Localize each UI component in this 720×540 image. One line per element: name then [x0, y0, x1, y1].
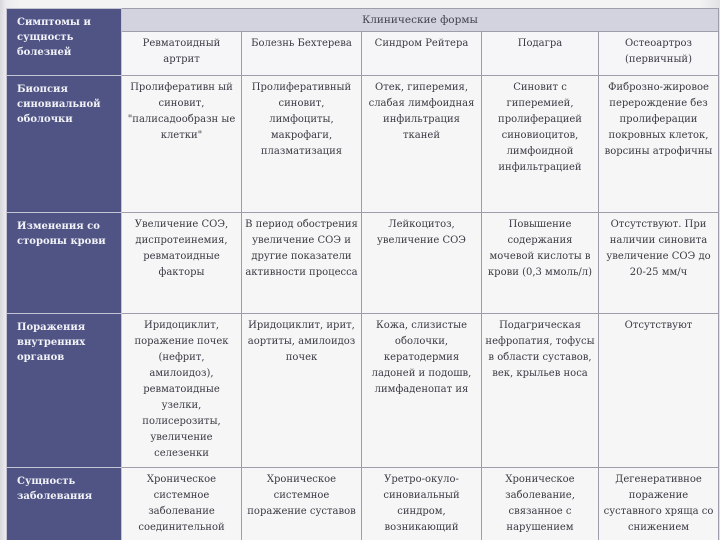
- table-cell: В период обострения увеличение СОЭ и другие показатели активности процесса: [242, 213, 362, 314]
- table-cell: Увеличение СОЭ, диспротеинемия, ревматоидные факторы: [122, 213, 242, 314]
- table-cell: Отек, гиперемия, слабая лимфоидная инфильтрация тканей: [362, 76, 482, 213]
- table-cell: Хроническое заболевание, связанное с нарушением: [482, 468, 599, 540]
- table-row: [7, 468, 719, 540]
- column-header: Ревматоидный артрит: [122, 32, 242, 76]
- row-header: Изменения со стороны крови: [7, 213, 122, 314]
- table-row: [7, 76, 719, 213]
- table-cell: Фиброзно-жировое перерождение без пролиферации покровных клеток, ворсины атрофичны: [599, 76, 719, 213]
- row-header: Поражения внутренних органов: [7, 314, 122, 468]
- table-cell: Пролиферативн ый синовит, "палисадообразн ые клетки": [122, 76, 242, 213]
- column-header: Подагра: [482, 32, 599, 76]
- table-cell: Подагрическая нефропатия, тофусы в области суставов, век, крыльев носа: [482, 314, 599, 468]
- column-header: Остеоартроз (первичный): [599, 32, 719, 76]
- table-cell: Лейкоцитоз, увеличение СОЭ: [362, 213, 482, 314]
- table-cell: Пролиферативный синовит, лимфоциты, макрофаги, плазматизация: [242, 76, 362, 213]
- table-cell: Кожа, слизистые оболочки, кератодермия ладоней и подошв, лимфаденопат ия: [362, 314, 482, 468]
- table-cell: Уретро-окуло-синовиальный синдром, возникающий: [362, 468, 482, 540]
- table-cell: Отсутствуют: [599, 314, 719, 468]
- group-header: Клинические формы: [122, 9, 719, 32]
- row-header: Биопсия синовиальной оболочки: [7, 76, 122, 213]
- corner-header: Симптомы и сущность болезней: [7, 9, 122, 76]
- column-header: Болезнь Бехтерева: [242, 32, 362, 76]
- table-cell: Дегенеративное поражение суставного хряща со снижением: [599, 468, 719, 540]
- column-header: Синдром Рейтера: [362, 32, 482, 76]
- table-cell: Синовит с гиперемией, пролиферацией синовиоцитов, лимфоидной инфильтрацией: [482, 76, 599, 213]
- row-header: Сущность заболевания: [7, 468, 122, 540]
- clinical-forms-table: [6, 8, 719, 540]
- table-cell: Хроническое системное поражение суставов: [242, 468, 362, 540]
- table-cell: Иридоциклит, поражение почек (нефрит, амилоидоз), ревматоидные узелки, полисерозиты, увеличение селезенки: [122, 314, 242, 468]
- table-cell: Отсутствуют. При наличии синовита увеличение СОЭ до 20-25 мм/ч: [599, 213, 719, 314]
- header-row: [7, 9, 719, 32]
- table-row: [7, 314, 719, 468]
- table-cell: Хроническое системное заболевание соединительной: [122, 468, 242, 540]
- table-cell: Повышение содержания мочевой кислоты в крови (0,3 ммоль/л): [482, 213, 599, 314]
- table-row: [7, 213, 719, 314]
- table-cell: Иридоциклит, ирит, аортиты, амилоидоз почек: [242, 314, 362, 468]
